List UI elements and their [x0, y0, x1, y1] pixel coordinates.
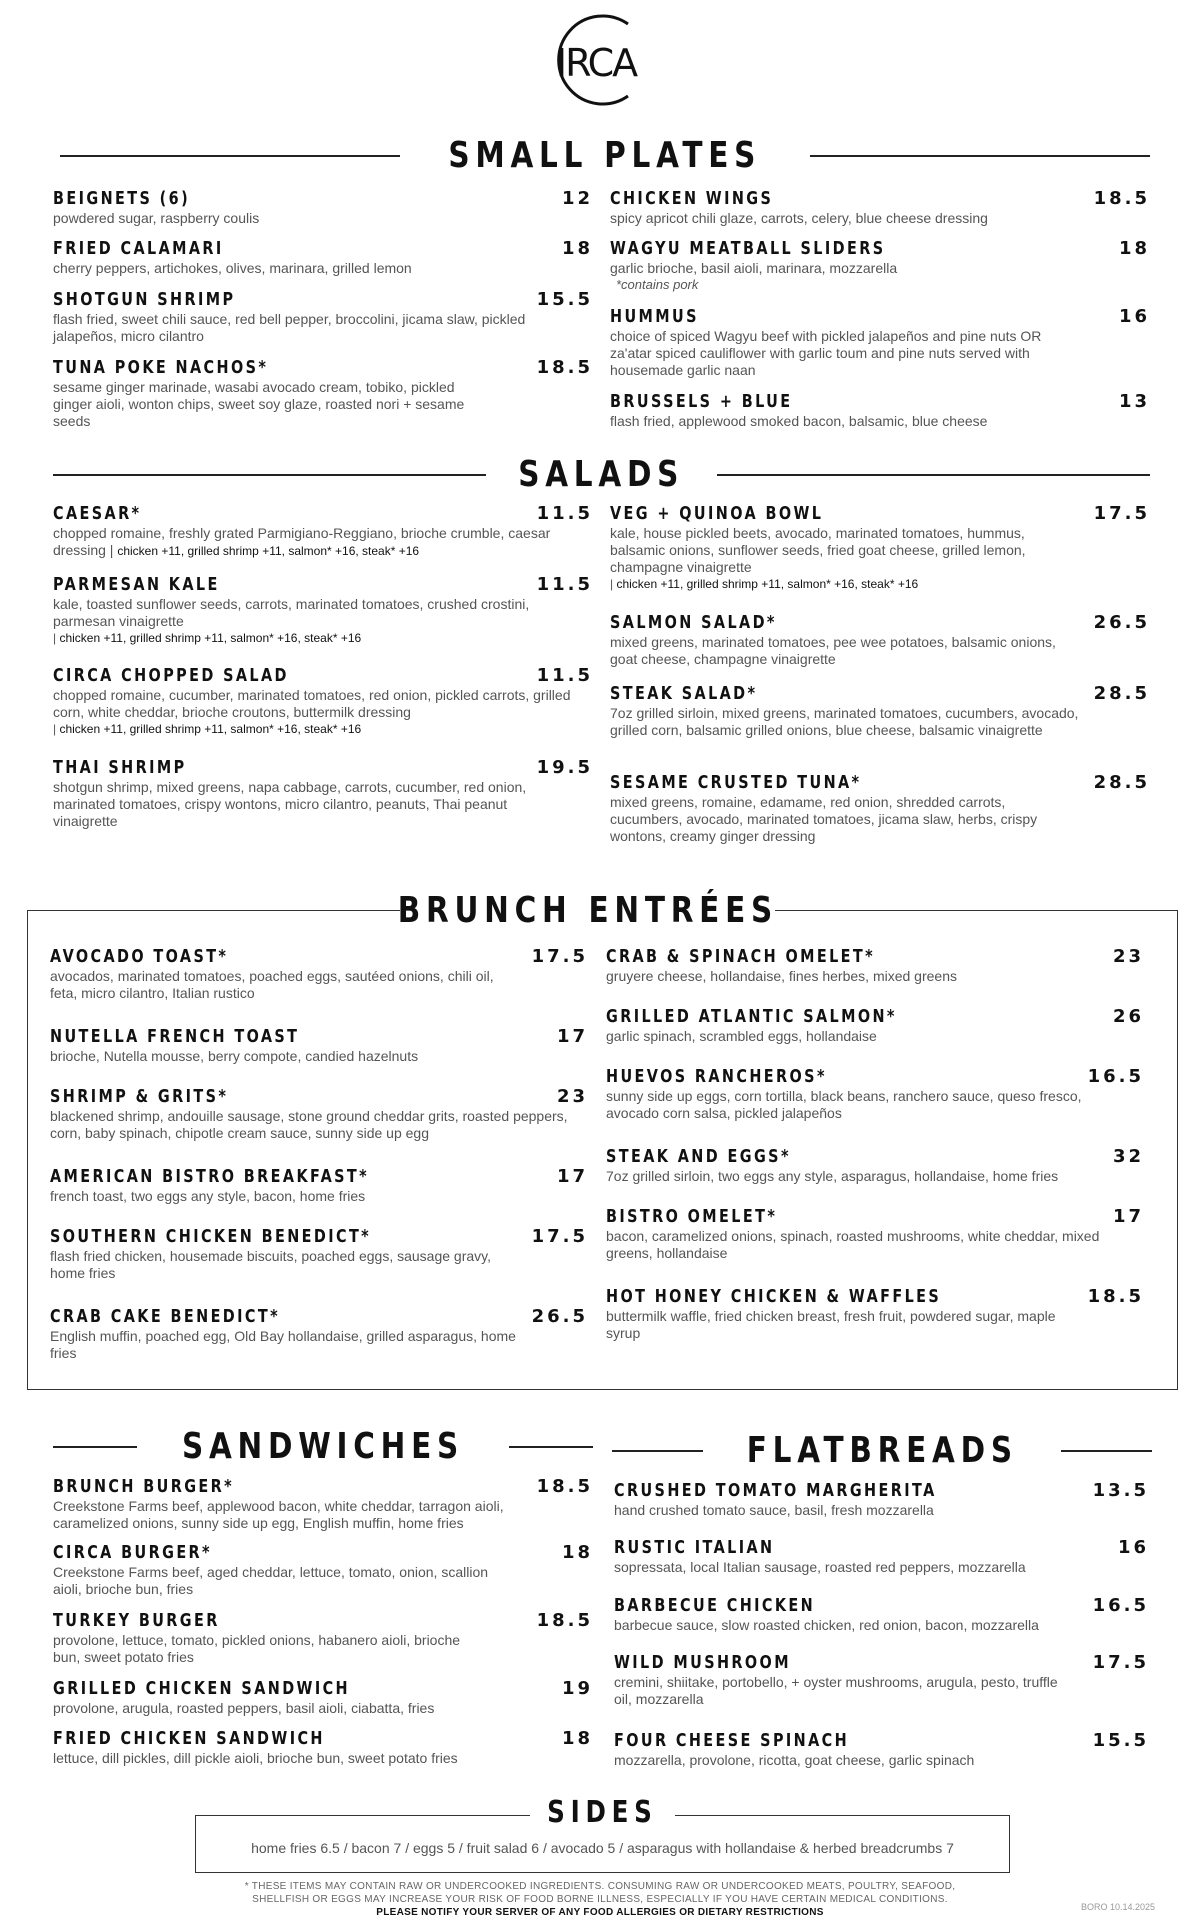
item-desc: 7oz grilled sirloin, mixed greens, marinated tomatoes, cucumbers, avocado, grilled corn, balsamic grilled onions, blue cheese, balsamic vinaigrette [610, 705, 1079, 738]
menu-item [53, 757, 593, 830]
item-price: 11.5 [536, 665, 593, 686]
item-desc: barbecue sauce, slow roasted chicken, red onion, bacon, mozzarella [614, 1617, 1039, 1633]
item-price: 11.5 [536, 574, 593, 595]
menu-item [53, 1542, 593, 1598]
menu-item [606, 946, 1144, 985]
circa-logo [540, 10, 660, 110]
item-desc: flash fried chicken, housemade biscuits, poached eggs, sausage gravy, home fries [50, 1248, 491, 1281]
item-price: 18.5 [536, 1476, 593, 1497]
item-name: CIRCA CHOPPED SALAD [53, 665, 289, 686]
item-addons [53, 721, 593, 737]
item-name: FOUR CHEESE SPINACH [614, 1730, 850, 1751]
menu-item [53, 503, 593, 559]
item-price: 28.5 [1093, 772, 1150, 793]
menu-item [53, 574, 593, 646]
item-desc: french toast, two eggs any style, bacon, home fries [50, 1188, 366, 1204]
item-price: 18.5 [1093, 188, 1150, 209]
item-desc: brioche, Nutella mousse, berry compote, candied hazelnuts [50, 1048, 419, 1064]
item-price: 16 [1118, 306, 1150, 327]
item-price: 16.5 [1092, 1595, 1149, 1616]
item-price: 17.5 [531, 946, 588, 967]
item-addons: chicken +11, grilled shrimp +11, salmon* +16, steak* +16 [117, 544, 420, 558]
item-name: TURKEY BURGER [53, 1610, 220, 1631]
small-plates-heading [60, 135, 1150, 176]
item-name: BEIGNETS (6) [53, 188, 191, 209]
item-price: 18 [561, 238, 593, 259]
menu-item [50, 1026, 588, 1065]
item-desc: garlic brioche, basil aioli, marinara, mozzarella [610, 260, 898, 276]
menu-item [50, 1166, 588, 1205]
menu-item [614, 1480, 1149, 1519]
item-desc: garlic spinach, scrambled eggs, hollandaise [606, 1028, 877, 1044]
menu-item [53, 289, 593, 345]
item-desc: Creekstone Farms beef, applewood bacon, white cheddar, tarragon aioli, caramelized onions, sunny side up egg, English muffin, home fries [53, 1498, 504, 1531]
item-price: 13.5 [1092, 1480, 1149, 1501]
menu-item [53, 1610, 593, 1666]
item-price: 23 [1112, 946, 1144, 967]
item-name: WILD MUSHROOM [614, 1652, 791, 1673]
item-name: SHRIMP & GRITS* [50, 1086, 229, 1107]
item-price: 11.5 [536, 503, 593, 524]
menu-item [614, 1730, 1149, 1769]
salads-title: SALADS [518, 454, 685, 495]
item-name: PARMESAN KALE [53, 574, 220, 595]
allergy-notice [180, 1880, 1020, 1919]
menu-item [614, 1652, 1149, 1708]
menu-item [53, 1678, 593, 1717]
item-price: 19.5 [536, 757, 593, 778]
item-name: AVOCADO TOAST* [50, 946, 229, 967]
item-price: 18.5 [536, 1610, 593, 1631]
addons-divider: | [53, 631, 60, 645]
item-price: 18 [561, 1728, 593, 1749]
sides-title: SIDES [547, 1795, 658, 1830]
item-desc: flash fried, sweet chili sauce, red bell pepper, broccolini, jicama slaw, pickled jalapeños, micro cilantro [53, 311, 526, 344]
notice-line-2: SHELLFISH OR EGGS MAY INCREASE YOUR RISK OF FOOD BORNE ILLNESS, ESPECIALLY IF YOU HAVE CERTAIN MEDICAL CONDITIONS. [252, 1894, 948, 1905]
item-name: HOT HONEY CHICKEN & WAFFLES [606, 1286, 942, 1307]
item-name: THAI SHRIMP [53, 757, 187, 778]
menu-item [610, 391, 1150, 430]
item-price: 28.5 [1093, 683, 1150, 704]
item-desc: gruyere cheese, hollandaise, fines herbes, mixed greens [606, 968, 957, 984]
item-name: HUEVOS RANCHEROS* [606, 1066, 827, 1087]
brunch-heading [397, 890, 778, 931]
item-name: SESAME CRUSTED TUNA* [610, 772, 862, 793]
menu-item [610, 238, 1150, 292]
item-desc: buttermilk waffle, fried chicken breast, fresh fruit, powdered sugar, maple syrup [606, 1308, 1056, 1341]
item-name: CAESAR* [53, 503, 142, 524]
item-desc: provolone, lettuce, tomato, pickled onions, habanero aioli, brioche bun, sweet potato fries [53, 1632, 461, 1665]
item-name: CRUSHED TOMATO MARGHERITA [614, 1480, 937, 1501]
flatbreads-title: FLATBREADS [746, 1430, 1018, 1471]
item-desc: lettuce, dill pickles, dill pickle aioli, brioche bun, sweet potato fries [53, 1750, 458, 1766]
item-name: CRAB & SPINACH OMELET* [606, 946, 876, 967]
menu-item [50, 1226, 588, 1282]
item-name: SALMON SALAD* [610, 612, 777, 633]
menu-item [50, 946, 588, 1002]
item-price: 12 [561, 188, 593, 209]
item-desc: chopped romaine, cucumber, marinated tomatoes, red onion, pickled carrots, grilled corn, white cheddar, brioche croutons, buttermilk dressing [53, 687, 571, 720]
item-price: 32 [1112, 1146, 1144, 1167]
item-desc: mixed greens, marinated tomatoes, pee wee potatoes, balsamic onions, goat cheese, champagne vinaigrette [610, 634, 1056, 667]
item-price: 17 [556, 1026, 588, 1047]
item-price: 17.5 [1093, 503, 1150, 524]
item-price: 15.5 [536, 289, 593, 310]
item-desc: avocados, marinated tomatoes, poached eggs, sautéed onions, chili oil, feta, micro cilantro, Italian rustico [50, 968, 494, 1001]
svg-text:IRCA: IRCA [555, 41, 637, 85]
notice-line-1: * THESE ITEMS MAY CONTAIN RAW OR UNDERCOOKED INGREDIENTS. CONSUMING RAW OR UNDERCOOKED MEATS, POULTRY, SEAFOOD, [244, 1881, 956, 1892]
addons-text: chicken +11, grilled shrimp +11, salmon* +16, steak* +16 [59, 631, 362, 645]
item-desc: blackened shrimp, andouille sausage, stone ground cheddar grits, roasted peppers, corn, baby spinach, chipotle cream sauce, sunny side up egg [50, 1108, 568, 1141]
item-price: 16 [1117, 1537, 1149, 1558]
item-desc [53, 525, 573, 559]
addons-text: chicken +11, grilled shrimp +11, salmon* +16, steak* +16 [616, 577, 919, 591]
item-name: BARBECUE CHICKEN [614, 1595, 816, 1616]
item-name: FRIED CALAMARI [53, 238, 224, 259]
item-name: SOUTHERN CHICKEN BENEDICT* [50, 1226, 372, 1247]
item-price: 19 [561, 1678, 593, 1699]
menu-item [614, 1537, 1149, 1576]
item-price: 17.5 [531, 1226, 588, 1247]
item-desc: sunny side up eggs, corn tortilla, black beans, ranchero sauce, queso fresco, avocado corn salsa, pickled jalapeños [606, 1088, 1082, 1121]
item-desc: provolone, arugula, roasted peppers, basil aioli, ciabatta, fries [53, 1700, 435, 1716]
menu-item [610, 772, 1150, 845]
item-desc: sopressata, local Italian sausage, roasted red peppers, mozzarella [614, 1559, 1026, 1575]
menu-item [610, 683, 1150, 739]
item-desc: cremini, shiitake, portobello, + oyster mushrooms, arugula, pesto, truffle oil, mozzarella [614, 1674, 1058, 1707]
item-price: 18 [561, 1542, 593, 1563]
item-desc: kale, house pickled beets, avocado, marinated tomatoes, hummus, balsamic onions, sunflower seeds, fried goat cheese, grilled lemon, champagne vinaigrette [610, 525, 1026, 575]
addons-text: chicken +11, grilled shrimp +11, salmon* +16, steak* +16 [59, 722, 362, 736]
item-name: STEAK SALAD* [610, 683, 758, 704]
item-name: FRIED CHICKEN SANDWICH [53, 1728, 325, 1749]
item-price: 15.5 [1092, 1730, 1149, 1751]
menu-item [53, 1476, 593, 1532]
menu-item [610, 503, 1150, 592]
menu-item [53, 188, 593, 227]
menu-code: BORO 10.14.2025 [1080, 1902, 1155, 1912]
item-desc: sesame ginger marinade, wasabi avocado cream, tobiko, pickled ginger aioli, wonton chips, sweet soy glaze, roasted nori + sesame seeds [53, 379, 465, 429]
notice-line-3: PLEASE NOTIFY YOUR SERVER OF ANY FOOD ALLERGIES OR DIETARY RESTRICTIONS [376, 1907, 824, 1918]
item-addons [610, 576, 1150, 592]
item-addons [53, 630, 593, 646]
item-name: BRUSSELS + BLUE [610, 391, 793, 412]
item-price: 18.5 [1087, 1286, 1144, 1307]
item-desc: Creekstone Farms beef, aged cheddar, lettuce, tomato, onion, scallion aioli, brioche bun, fries [53, 1564, 489, 1597]
item-name: WAGYU MEATBALL SLIDERS [610, 238, 886, 259]
item-desc: English muffin, poached egg, Old Bay hollandaise, grilled asparagus, home fries [50, 1328, 516, 1361]
item-name: RUSTIC ITALIAN [614, 1537, 775, 1558]
item-desc: 7oz grilled sirloin, two eggs any style, asparagus, hollandaise, home fries [606, 1168, 1059, 1184]
menu-item [53, 357, 593, 430]
item-name: BRUNCH BURGER* [53, 1476, 235, 1497]
salads-heading [53, 454, 1150, 495]
item-name: TUNA POKE NACHOS* [53, 357, 269, 378]
item-price: 23 [556, 1086, 588, 1107]
item-price: 17.5 [1092, 1652, 1149, 1673]
menu-item [50, 1086, 588, 1142]
sides-list: home fries 6.5 / bacon 7 / eggs 5 / fruit salad 6 / avocado 5 / asparagus with hollandaise & herbed breadcrumbs 7 [251, 1840, 954, 1856]
item-price: 26.5 [1093, 612, 1150, 633]
item-desc: mixed greens, romaine, edamame, red onion, shredded carrots, cucumbers, avocado, marinated tomatoes, jicama slaw, herbs, crispy wontons, creamy ginger dressing [610, 794, 1038, 844]
menu-item [53, 665, 593, 737]
item-desc: cherry peppers, artichokes, olives, marinara, grilled lemon [53, 260, 412, 276]
item-name: STEAK AND EGGS* [606, 1146, 791, 1167]
item-name: CIRCA BURGER* [53, 1542, 212, 1563]
item-desc-text: chopped romaine, freshly grated Parmigiano-Reggiano, brioche crumble, caesar dressing | [53, 525, 551, 558]
menu-item [610, 306, 1150, 379]
sandwiches-title: SANDWICHES [181, 1426, 465, 1467]
addons-divider: | [53, 722, 60, 736]
item-name: SHOTGUN SHRIMP [53, 289, 236, 310]
menu-item [606, 1066, 1144, 1122]
menu-item [50, 1306, 588, 1362]
menu-item [606, 1146, 1144, 1185]
menu-item [606, 1206, 1144, 1262]
menu-item [610, 188, 1150, 227]
item-price: 17 [556, 1166, 588, 1187]
item-desc: hand crushed tomato sauce, basil, fresh mozzarella [614, 1502, 934, 1518]
sandwiches-heading [53, 1426, 593, 1467]
item-name: GRILLED ATLANTIC SALMON* [606, 1006, 897, 1027]
item-name: CHICKEN WINGS [610, 188, 774, 209]
item-desc: kale, toasted sunflower seeds, carrots, marinated tomatoes, crushed crostini, parmesan vinaigrette [53, 596, 530, 629]
item-desc: spicy apricot chili glaze, carrots, celery, blue cheese dressing [610, 210, 988, 226]
item-desc: powdered sugar, raspberry coulis [53, 210, 260, 226]
item-name: HUMMUS [610, 306, 699, 327]
item-price: 18.5 [536, 357, 593, 378]
item-price: 13 [1118, 391, 1150, 412]
brunch-title: BRUNCH ENTRÉES [397, 890, 778, 931]
menu-item [53, 1728, 593, 1767]
flatbreads-heading [612, 1430, 1152, 1471]
item-name: GRILLED CHICKEN SANDWICH [53, 1678, 351, 1699]
item-price: 26 [1112, 1006, 1144, 1027]
item-name: BISTRO OMELET* [606, 1206, 778, 1227]
item-desc: mozzarella, provolone, ricotta, goat cheese, garlic spinach [614, 1752, 975, 1768]
menu-item [606, 1006, 1144, 1045]
addons-divider: | [610, 577, 617, 591]
small-plates-title: SMALL PLATES [448, 135, 762, 176]
menu-item [614, 1595, 1149, 1634]
item-price: 18 [1118, 238, 1150, 259]
item-name: CRAB CAKE BENEDICT* [50, 1306, 281, 1327]
item-price: 16.5 [1087, 1066, 1144, 1087]
item-price: 26.5 [531, 1306, 588, 1327]
item-price: 17 [1112, 1206, 1144, 1227]
sides-heading [530, 1795, 675, 1830]
menu-item [53, 238, 593, 277]
item-name: AMERICAN BISTRO BREAKFAST* [50, 1166, 370, 1187]
item-desc: bacon, caramelized onions, spinach, roasted mushrooms, white cheddar, mixed greens, hollandaise [606, 1228, 1100, 1261]
menu-item [610, 612, 1150, 668]
item-desc: flash fried, applewood smoked bacon, balsamic, blue cheese [610, 413, 988, 429]
item-name: NUTELLA FRENCH TOAST [50, 1026, 300, 1047]
item-desc: choice of spiced Wagyu beef with pickled jalapeños and pine nuts OR za'atar spiced cauliflower with garlic toum and pine nuts served with housemade garlic naan [610, 328, 1042, 378]
menu-item [606, 1286, 1144, 1342]
item-desc: shotgun shrimp, mixed greens, napa cabbage, carrots, cucumber, red onion, marinated tomatoes, crispy wontons, micro cilantro, peanuts, Thai peanut vinaigrette [53, 779, 527, 829]
item-note: *contains pork [616, 277, 699, 292]
item-name: VEG + QUINOA BOWL [610, 503, 824, 524]
